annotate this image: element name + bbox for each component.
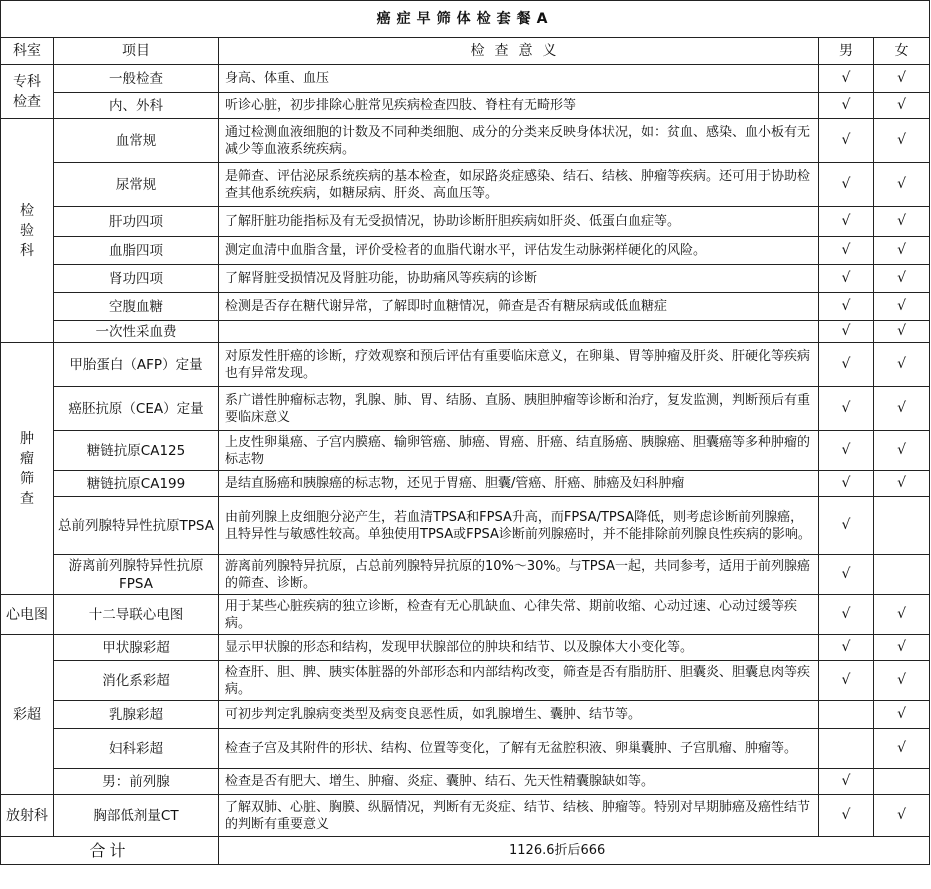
meaning-cell: 是结直肠癌和胰腺癌的标志物，还见于胃癌、胆囊/管癌、肝癌、肺癌及妇科肿瘤 <box>219 471 819 497</box>
male-check-cell <box>819 635 874 661</box>
item-cell: 血脂四项 <box>54 237 219 265</box>
meaning-cell: 了解肾脏受损情况及肾脏功能，协助痛风等疾病的诊断 <box>219 265 819 293</box>
female-check-cell <box>874 555 930 595</box>
check-icon: √ <box>897 606 906 622</box>
table-row <box>1 769 930 795</box>
male-check-cell <box>819 265 874 293</box>
meaning-cell: 是筛查、评估泌尿系统疾病的基本检查，如尿路炎症感染、结石、结核、肿瘤等疾病。还可用于协助检查其他系统疾病，如糖尿病、肝炎、高血压等。 <box>219 163 819 207</box>
meaning-cell: 了解双肺、心脏、胸膜、纵膈情况，判断有无炎症、结节、结核、肿瘤等。特别对早期肺癌及癌性结节的判断有重要意义 <box>219 795 819 837</box>
female-check-cell <box>874 163 930 207</box>
check-icon: √ <box>841 639 851 655</box>
check-icon: √ <box>897 213 906 229</box>
male-check-cell <box>819 701 874 729</box>
dept-cell: 放射科 <box>1 795 54 837</box>
female-check-cell <box>874 497 930 555</box>
check-icon: √ <box>841 517 851 533</box>
meaning-cell: 显示甲状腺的形态和结构，发现甲状腺部位的肿块和结节、以及腺体大小变化等。 <box>219 635 819 661</box>
meaning-cell: 系广谱性肿瘤标志物，乳腺、肺、胃、结肠、直肠、胰胆肿瘤等诊断和治疗，复发监测，判断预后有重要临床意义 <box>219 387 819 431</box>
table-row <box>1 119 930 163</box>
meaning-cell <box>219 321 819 343</box>
item-cell: 消化系彩超 <box>54 661 219 701</box>
table-row <box>1 93 930 119</box>
item-cell: 乳腺彩超 <box>54 701 219 729</box>
item-cell: 空腹血糖 <box>54 293 219 321</box>
table-row <box>1 795 930 837</box>
table-row <box>1 471 930 497</box>
item-cell: 男：前列腺 <box>54 769 219 795</box>
male-check-cell <box>819 795 874 837</box>
table-row <box>1 635 930 661</box>
header-item: 项目 <box>54 38 219 65</box>
meaning-cell: 用于某些心脏疾病的独立诊断，检查有无心肌缺血、心律失常、期前收缩、心动过速、心动过缓等疾病。 <box>219 595 819 635</box>
male-check-cell <box>819 769 874 795</box>
item-cell: 十二导联心电图 <box>54 595 219 635</box>
item-cell: 妇科彩超 <box>54 729 219 769</box>
item-cell: 尿常规 <box>54 163 219 207</box>
table-row <box>1 555 930 595</box>
table-row <box>1 65 930 93</box>
male-check-cell <box>819 661 874 701</box>
check-icon: √ <box>897 70 906 86</box>
item-cell: 糖链抗原CA199 <box>54 471 219 497</box>
male-check-cell <box>819 321 874 343</box>
female-check-cell <box>874 119 930 163</box>
meaning-cell: 由前列腺上皮细胞分泌产生，若血清TPSA和FPSA升高，而FPSA/TPSA降低，则考虑诊断前列腺癌，且特异性与敏感性较高。单独使用TPSA或FPSA诊断前列腺癌时，并不能排除前列腺良性疾病的影响。 <box>219 497 819 555</box>
check-icon: √ <box>897 706 906 722</box>
item-cell: 总前列腺特异性抗原TPSA <box>54 497 219 555</box>
female-check-cell <box>874 293 930 321</box>
dept-cell: 肿 瘤 筛 查 <box>1 343 54 595</box>
female-check-cell <box>874 237 930 265</box>
dept-cell: 专科 检查 <box>1 65 54 119</box>
check-icon: √ <box>841 442 851 458</box>
male-check-cell <box>819 729 874 769</box>
table-row <box>1 595 930 635</box>
check-icon: √ <box>841 807 851 823</box>
female-check-cell <box>874 769 930 795</box>
item-cell: 血常规 <box>54 119 219 163</box>
check-icon: √ <box>897 176 906 192</box>
check-icon: √ <box>897 298 906 314</box>
dept-cell: 检 验 科 <box>1 119 54 343</box>
dept-cell: 心电图 <box>1 595 54 635</box>
table-row <box>1 237 930 265</box>
item-cell: 甲胎蛋白（AFP）定量 <box>54 343 219 387</box>
meaning-cell: 游离前列腺特异抗原，占总前列腺特异抗原的10%～30%。与TPSA一起，共同参考，适用于前列腺癌的筛查、诊断。 <box>219 555 819 595</box>
check-icon: √ <box>841 323 851 339</box>
check-icon: √ <box>841 70 851 86</box>
check-icon: √ <box>841 606 851 622</box>
item-cell: 一次性采血费 <box>54 321 219 343</box>
meaning-cell: 检测是否存在糖代谢异常，了解即时血糖情况，筛查是否有糖尿病或低血糖症 <box>219 293 819 321</box>
check-icon: √ <box>841 672 851 688</box>
check-icon: √ <box>841 475 851 491</box>
meaning-cell: 身高、体重、血压 <box>219 65 819 93</box>
female-check-cell <box>874 471 930 497</box>
female-check-cell <box>874 343 930 387</box>
item-cell: 肝功四项 <box>54 207 219 237</box>
female-check-cell <box>874 387 930 431</box>
table-row <box>1 729 930 769</box>
check-icon: √ <box>897 132 906 148</box>
check-icon: √ <box>897 270 906 286</box>
meaning-cell: 对原发性肝癌的诊断，疗效观察和预后评估有重要临床意义，在卵巢、胃等肿瘤及肝炎、肝硬化等疾病也有异常发现。 <box>219 343 819 387</box>
dept-cell: 彩超 <box>1 635 54 795</box>
female-check-cell <box>874 635 930 661</box>
check-icon: √ <box>841 356 851 372</box>
header-dept: 科室 <box>1 38 54 65</box>
check-icon: √ <box>897 97 906 113</box>
meaning-cell: 检查子宫及其附件的形状、结构、位置等变化，了解有无盆腔积液、卵巢囊肿、子宫肌瘤、肿瘤等。 <box>219 729 819 769</box>
table-row <box>1 293 930 321</box>
total-value: 1126.6折后666 <box>219 837 930 865</box>
header-male: 男 <box>819 38 874 65</box>
header-female: 女 <box>874 38 930 65</box>
female-check-cell <box>874 93 930 119</box>
check-icon: √ <box>841 213 851 229</box>
check-icon: √ <box>841 97 851 113</box>
table-row <box>1 497 930 555</box>
header-meaning: 检查意义 <box>219 38 819 65</box>
check-icon: √ <box>897 475 906 491</box>
item-cell: 癌胚抗原（CEA）定量 <box>54 387 219 431</box>
check-icon: √ <box>897 639 906 655</box>
male-check-cell <box>819 497 874 555</box>
female-check-cell <box>874 661 930 701</box>
male-check-cell <box>819 387 874 431</box>
check-icon: √ <box>897 356 906 372</box>
meaning-cell: 上皮性卵巢癌、子宫内膜癌、输卵管癌、肺癌、胃癌、肝癌、结直肠癌、胰腺癌、胆囊癌等多种肿瘤的标志物 <box>219 431 819 471</box>
check-icon: √ <box>897 242 906 258</box>
check-icon: √ <box>841 270 851 286</box>
check-icon: √ <box>897 740 906 756</box>
table-row <box>1 163 930 207</box>
item-cell: 胸部低剂量CT <box>54 795 219 837</box>
table-row <box>1 207 930 237</box>
item-cell: 甲状腺彩超 <box>54 635 219 661</box>
check-icon: √ <box>841 566 851 582</box>
table-body <box>1 65 930 837</box>
female-check-cell <box>874 65 930 93</box>
item-cell: 一般检查 <box>54 65 219 93</box>
check-icon: √ <box>897 442 906 458</box>
check-icon: √ <box>841 132 851 148</box>
male-check-cell <box>819 65 874 93</box>
female-check-cell <box>874 795 930 837</box>
table-row <box>1 701 930 729</box>
male-check-cell <box>819 93 874 119</box>
check-icon: √ <box>841 400 851 416</box>
male-check-cell <box>819 207 874 237</box>
item-cell: 内、外科 <box>54 93 219 119</box>
table-row <box>1 387 930 431</box>
female-check-cell <box>874 701 930 729</box>
female-check-cell <box>874 207 930 237</box>
check-icon: √ <box>841 298 851 314</box>
table-row <box>1 265 930 293</box>
male-check-cell <box>819 471 874 497</box>
check-icon: √ <box>897 323 906 339</box>
table-row <box>1 321 930 343</box>
check-icon: √ <box>841 242 851 258</box>
male-check-cell <box>819 237 874 265</box>
male-check-cell <box>819 293 874 321</box>
meaning-cell: 检查肝、胆、脾、胰实体脏器的外部形态和内部结构改变，筛查是否有脂肪肝、胆囊炎、胆囊息肉等疾病。 <box>219 661 819 701</box>
table-title: 癌症早筛体检套餐A <box>1 1 930 38</box>
male-check-cell <box>819 431 874 471</box>
check-icon: √ <box>897 807 906 823</box>
total-label: 合计 <box>1 837 219 865</box>
male-check-cell <box>819 595 874 635</box>
meaning-cell: 通过检测血液细胞的计数及不同种类细胞、成分的分类来反映身体状况，如：贫血、感染、血小板有无减少等血液系统疾病。 <box>219 119 819 163</box>
male-check-cell <box>819 555 874 595</box>
item-cell: 游离前列腺特异性抗原FPSA <box>54 555 219 595</box>
check-icon: √ <box>897 400 906 416</box>
table-row <box>1 661 930 701</box>
check-icon: √ <box>841 773 851 789</box>
check-icon: √ <box>897 672 906 688</box>
table-row <box>1 431 930 471</box>
item-cell: 肾功四项 <box>54 265 219 293</box>
male-check-cell <box>819 163 874 207</box>
female-check-cell <box>874 729 930 769</box>
meaning-cell: 测定血清中血脂含量，评价受检者的血脂代谢水平，评估发生动脉粥样硬化的风险。 <box>219 237 819 265</box>
female-check-cell <box>874 431 930 471</box>
meaning-cell: 了解肝脏功能指标及有无受损情况，协助诊断肝胆疾病如肝炎、低蛋白血症等。 <box>219 207 819 237</box>
male-check-cell <box>819 343 874 387</box>
female-check-cell <box>874 265 930 293</box>
table-row <box>1 343 930 387</box>
item-cell: 糖链抗原CA125 <box>54 431 219 471</box>
female-check-cell <box>874 595 930 635</box>
check-icon: √ <box>841 176 851 192</box>
male-check-cell <box>819 119 874 163</box>
meaning-cell: 听诊心脏，初步排除心脏常见疾病检查四肢、脊柱有无畸形等 <box>219 93 819 119</box>
meaning-cell: 可初步判定乳腺病变类型及病变良恶性质，如乳腺增生、囊肿、结节等。 <box>219 701 819 729</box>
female-check-cell <box>874 321 930 343</box>
meaning-cell: 检查是否有肥大、增生、肿瘤、炎症、囊肿、结石、先天性精囊腺缺如等。 <box>219 769 819 795</box>
